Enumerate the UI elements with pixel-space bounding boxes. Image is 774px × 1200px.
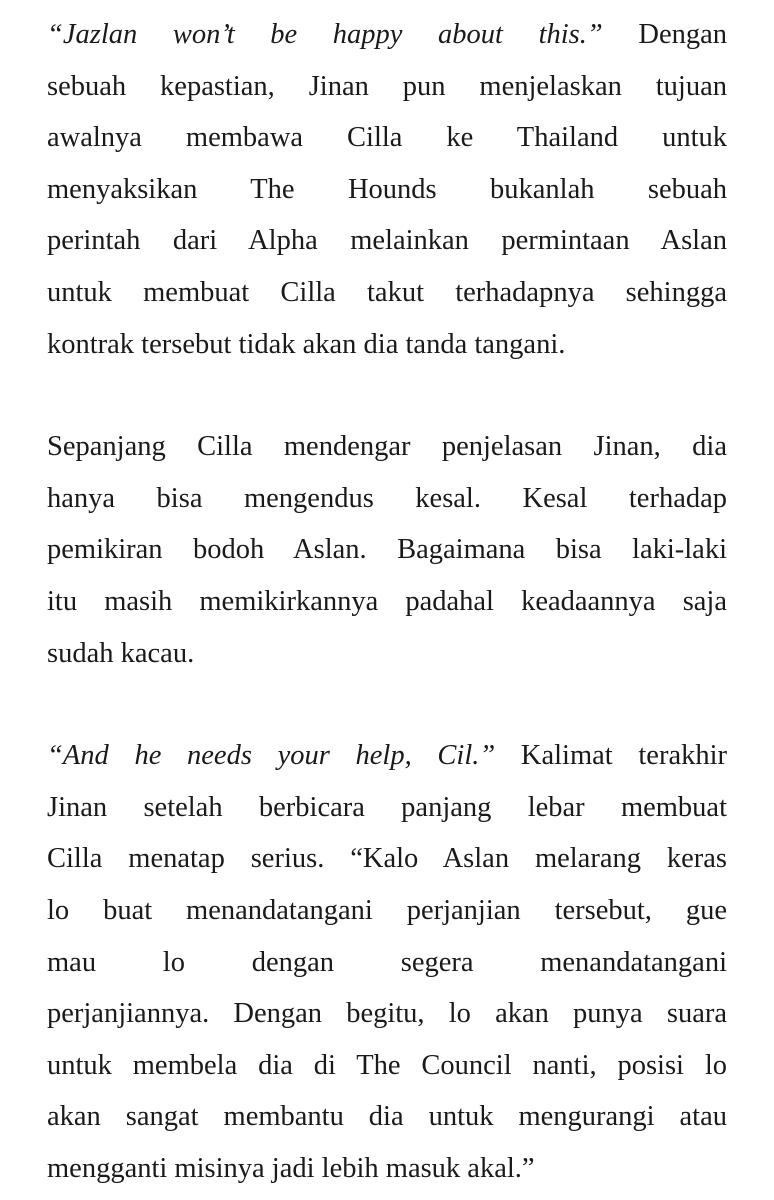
text-line: awalnya membawa Cilla ke Thailand untuk (47, 122, 727, 154)
text-line: hanya bisa mengendus kesal. Kesal terhadap (47, 482, 727, 514)
paragraph-gap (47, 370, 727, 421)
paragraph-2 (47, 421, 727, 679)
text-line: mengganti misinya jadi lebih masuk akal.” (47, 1152, 535, 1184)
line-text: Kalimat terakhir (495, 740, 728, 772)
italic-quote: “Jazlan won’t be happy about this.” (47, 19, 603, 50)
text-line: menyaksikan The Hounds bukanlah sebuah (47, 173, 727, 205)
text-line (47, 730, 727, 782)
paragraph-1 (47, 9, 727, 370)
text-line: mau lo dengan segera menandatangani (47, 946, 727, 978)
text-line (47, 9, 727, 61)
text-line: kontrak tersebut tidak akan dia tanda tangani. (47, 328, 566, 360)
text-line: sudah kacau. (47, 637, 195, 669)
text-line: itu masih memikirkannya padahal keadaannya saja (47, 585, 727, 617)
text-line: Sepanjang Cilla mendengar penjelasan Jinan, dia (47, 431, 727, 463)
text-line: perjanjiannya. Dengan begitu, lo akan punya suara (47, 998, 727, 1030)
text-line: perintah dari Alpha melainkan permintaan Aslan (47, 225, 727, 257)
text-line: Cilla menatap serius. “Kalo Aslan melarang keras (47, 843, 727, 875)
text-line: akan sangat membantu dia untuk mengurangi atau (47, 1101, 727, 1133)
line-text: Dengan (602, 19, 728, 50)
text-line: pemikiran bodoh Aslan. Bagaimana bisa laki-laki (47, 534, 727, 566)
paragraph-3 (47, 730, 727, 1194)
text-line: untuk membela dia di The Council nanti, posisi lo (47, 1049, 727, 1081)
text-line: untuk membuat Cilla takut terhadapnya sehingga (47, 276, 727, 308)
text-line: lo buat menandatangani perjanjian tersebut, gue (47, 894, 727, 926)
text-line: sebuah kepastian, Jinan pun menjelaskan tujuan (47, 70, 727, 102)
paragraph-gap (47, 679, 727, 730)
text-line: Jinan setelah berbicara panjang lebar membuat (47, 791, 727, 823)
italic-quote: “And he needs your help, Cil.” (47, 740, 496, 772)
document-page (47, 9, 727, 1194)
